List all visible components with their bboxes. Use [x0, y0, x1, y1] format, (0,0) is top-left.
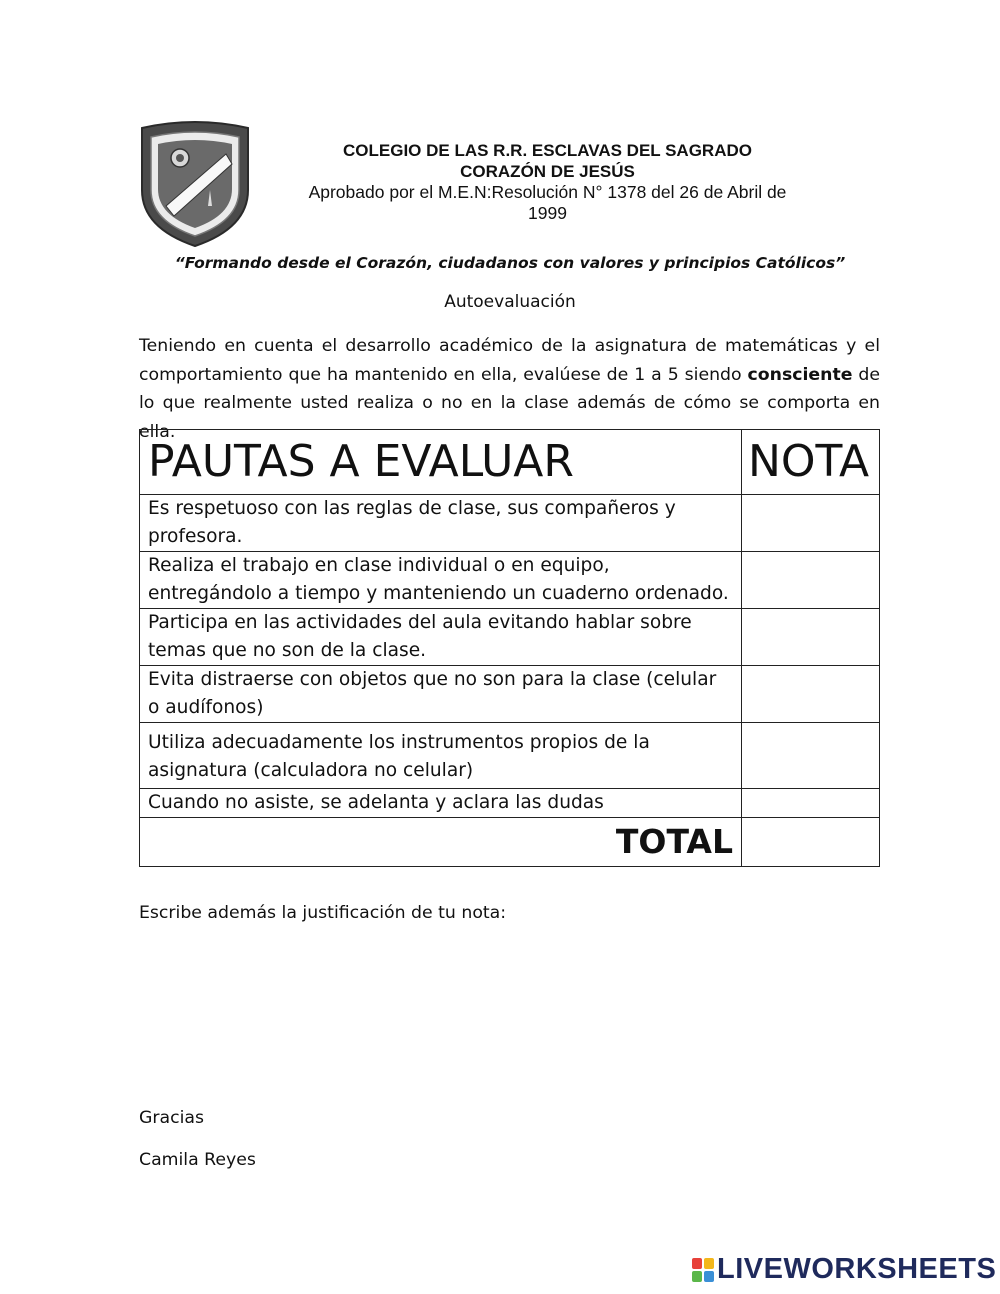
pauta-cell: Realiza el trabajo en clase individual o en equipo, entregándolo a tiempo y manteniendo un cuaderno ordenado.	[140, 552, 742, 609]
column-header-pautas: PAUTAS A EVALUAR	[140, 430, 742, 495]
approval-line1: Aprobado por el M.E.N:Resolución N° 1378 del 26 de Abril de	[308, 182, 787, 202]
liveworksheets-branding	[692, 1253, 996, 1286]
pauta-cell: Es respetuoso con las reglas de clase, sus compañeros y profesora.	[140, 495, 742, 552]
evaluation-table	[139, 429, 880, 867]
total-label: TOTAL	[140, 818, 742, 867]
school-crest-icon	[138, 120, 252, 248]
closing-text: Gracias	[139, 1108, 204, 1128]
table-row	[140, 609, 880, 666]
liveworksheets-logo-icon	[692, 1258, 714, 1282]
signature-name: Camila Reyes	[139, 1150, 256, 1170]
pauta-cell: Evita distraerse con objetos que no son para la clase (celular o audífonos)	[140, 666, 742, 723]
school-motto: “Formando desde el Corazón, ciudadanos con valores y principios Católicos”	[174, 254, 846, 272]
column-header-nota: NOTA	[742, 430, 880, 495]
table-row	[140, 789, 880, 818]
nota-input-cell[interactable]	[742, 609, 880, 666]
table-row	[140, 495, 880, 552]
nota-input-cell[interactable]	[742, 789, 880, 818]
table-row	[140, 666, 880, 723]
pauta-cell: Cuando no asiste, se adelanta y aclara las dudas	[140, 789, 742, 818]
table-row	[140, 723, 880, 789]
total-row	[140, 818, 880, 867]
table-header-row	[140, 430, 880, 495]
school-header	[270, 140, 825, 224]
pauta-cell: Utiliza adecuadamente los instrumentos propios de la asignatura (calculadora no celular)	[140, 723, 742, 789]
nota-input-cell[interactable]	[742, 552, 880, 609]
nota-input-cell[interactable]	[742, 723, 880, 789]
nota-input-cell[interactable]	[742, 495, 880, 552]
approval-line2: 1999	[528, 203, 567, 223]
total-input-cell[interactable]	[742, 818, 880, 867]
instructions-text-start: Teniendo en cuenta el desarrollo académico de la asignatura de matemáticas y el comportamiento que ha mantenido en ella, evalúese de 1 a 5 siendo	[139, 336, 880, 385]
instructions-text-end: de lo que realmente usted realiza o no en la clase además de cómo se comporta en ella.	[139, 364, 880, 442]
school-name-line1: COLEGIO DE LAS R.R. ESCLAVAS DEL SAGRADO	[343, 141, 752, 160]
instructions-text-bold: consciente	[747, 364, 853, 385]
table-row	[140, 552, 880, 609]
school-name-line2: CORAZÓN DE JESÚS	[460, 162, 635, 181]
page-title: Autoevaluación	[444, 292, 576, 312]
nota-input-cell[interactable]	[742, 666, 880, 723]
pauta-cell: Participa en las actividades del aula evitando hablar sobre temas que no son de la clase.	[140, 609, 742, 666]
justification-prompt: Escribe además la justificación de tu nota:	[139, 903, 507, 923]
liveworksheets-wordmark: LIVEWORKSHEETS	[717, 1253, 997, 1285]
